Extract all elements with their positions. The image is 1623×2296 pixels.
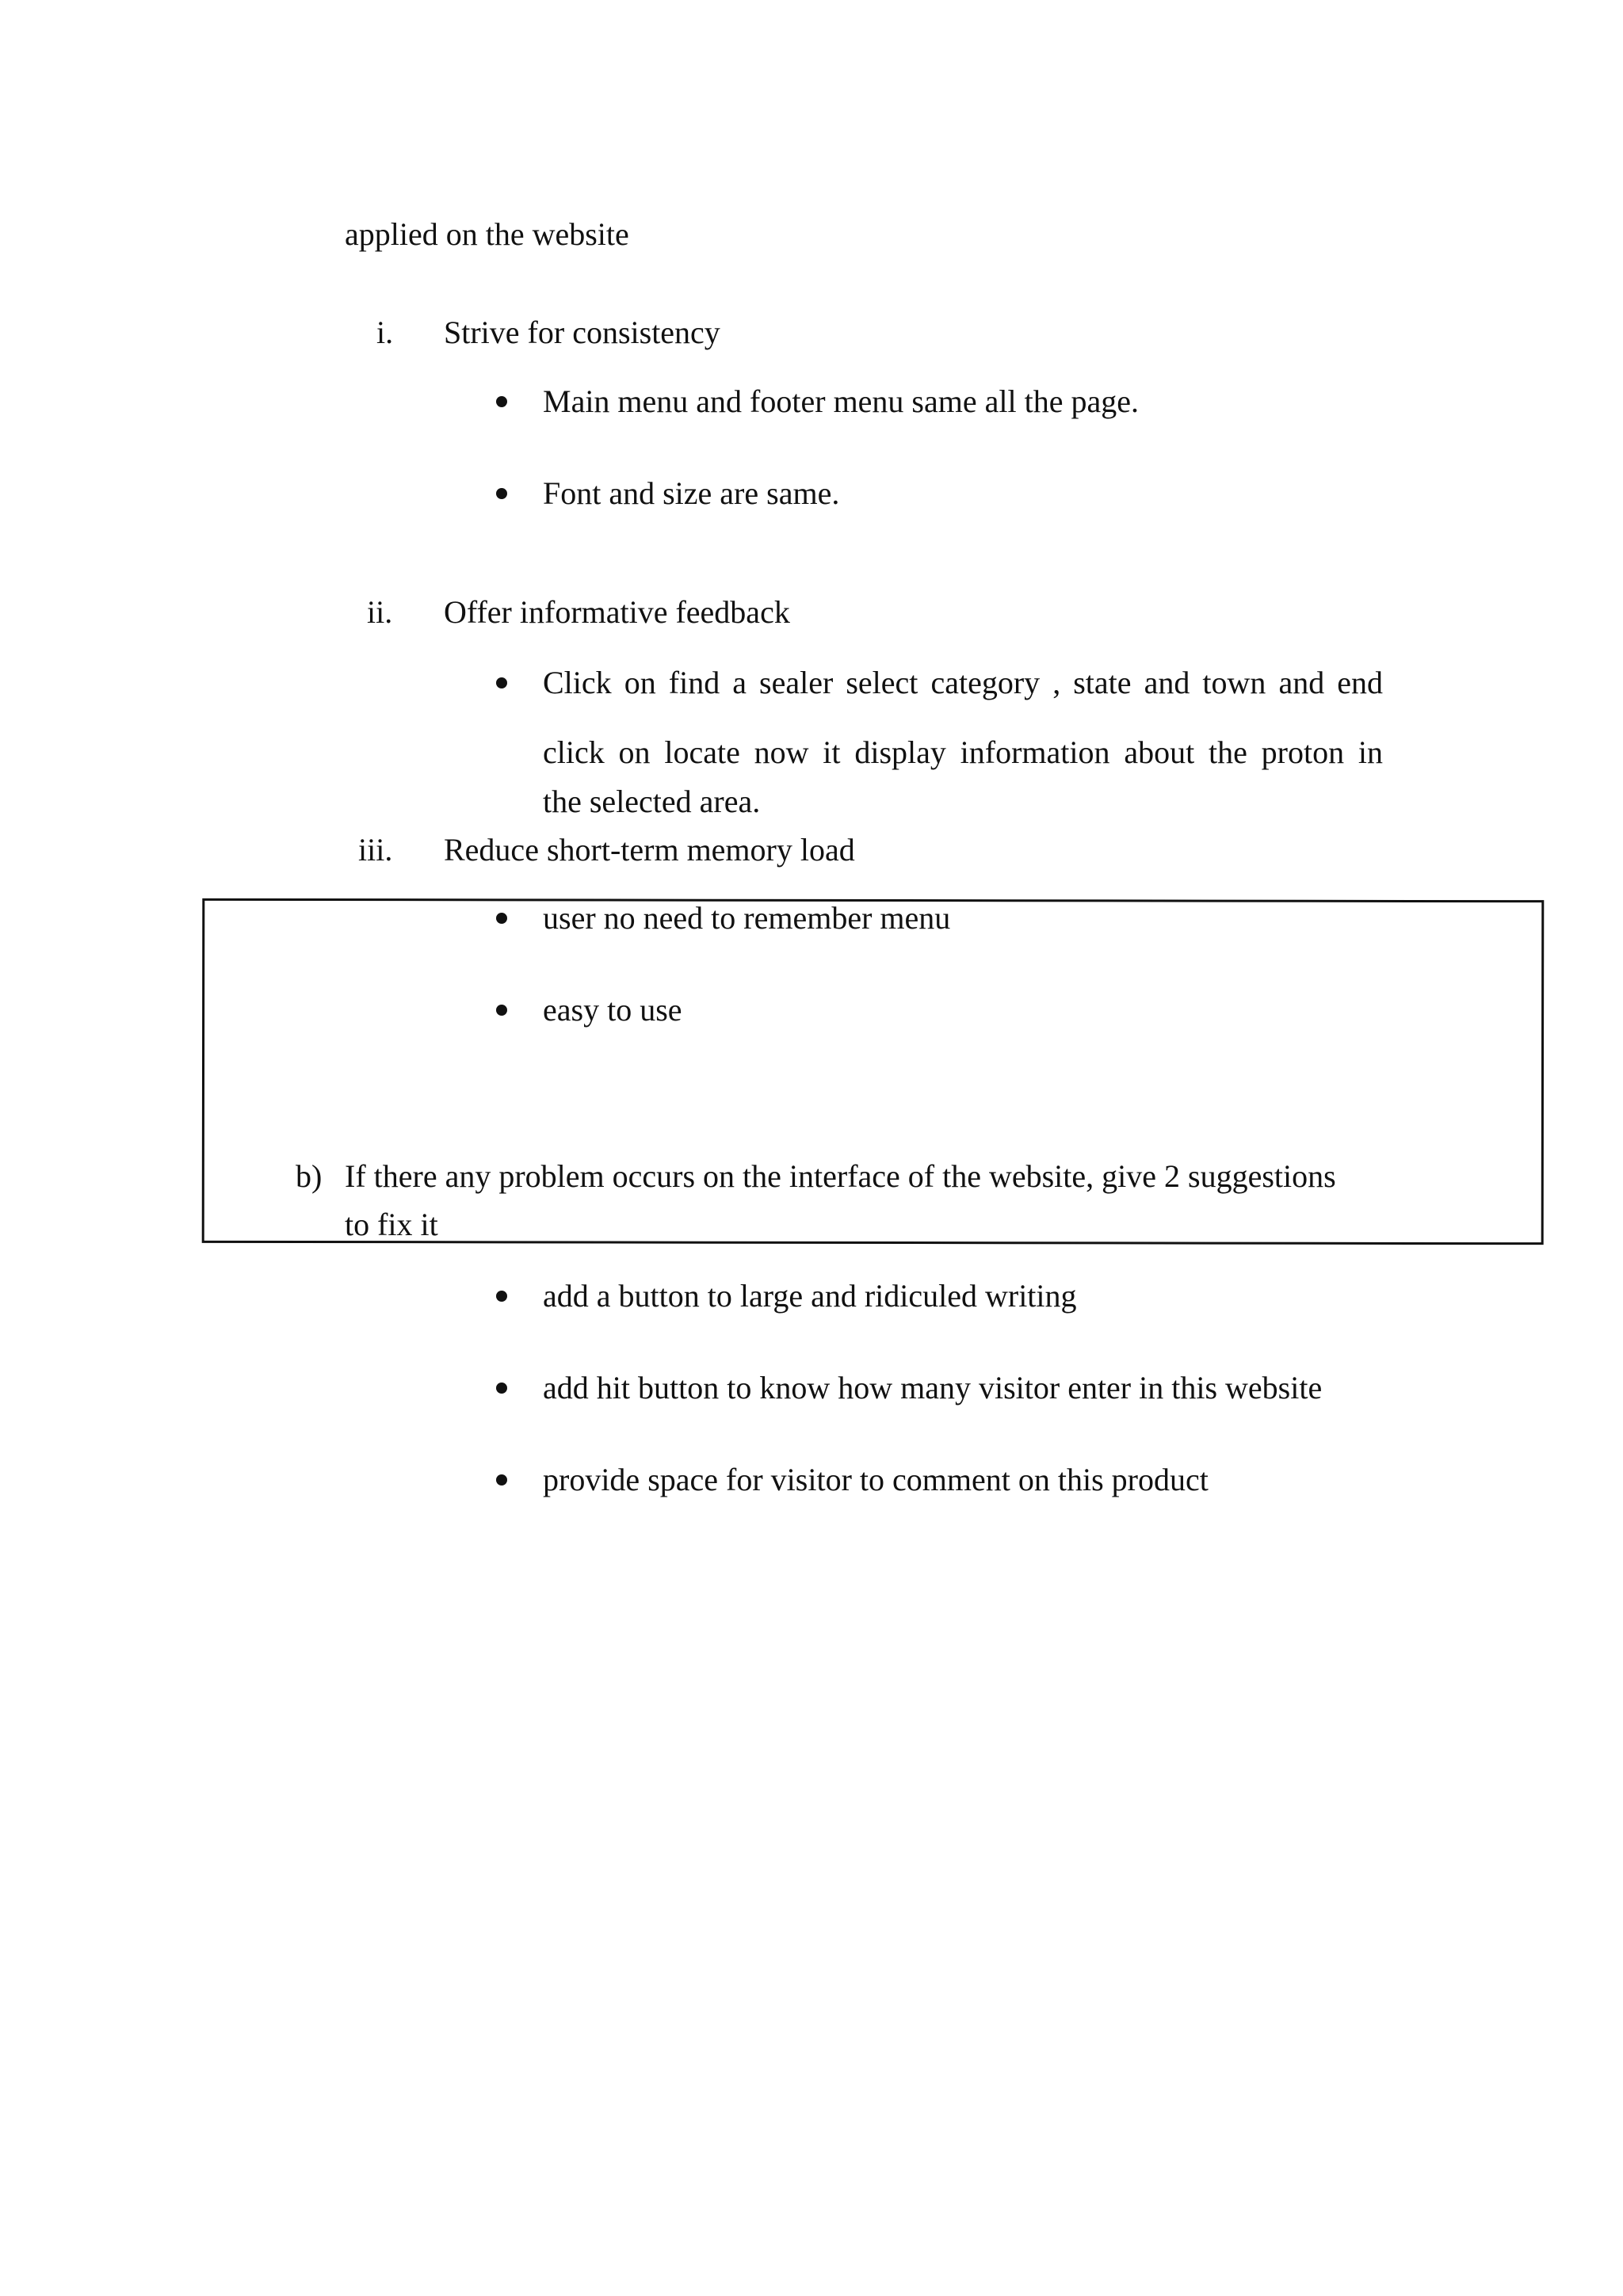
list-item: Font and size are same. (543, 475, 840, 511)
list-item: easy to use (543, 992, 682, 1028)
bullet-icon (496, 396, 507, 407)
list-item-line: the selected area. (543, 784, 761, 819)
section-numeral-iii: iii. (358, 832, 393, 868)
list-item: provide space for visitor to comment on this product (543, 1462, 1209, 1497)
list-item-line: Click on find a sealer select category , state and town and end (543, 665, 1383, 700)
section-heading-memory-load: Reduce short-term memory load (444, 832, 855, 868)
question-text-line: to fix it (345, 1207, 438, 1242)
bullet-icon (496, 488, 507, 499)
section-heading-consistency: Strive for consistency (444, 315, 720, 350)
intro-text: applied on the website (345, 216, 629, 252)
list-item: Main menu and footer menu same all the page. (543, 383, 1139, 419)
list-item: add hit button to know how many visitor enter in this website (543, 1370, 1323, 1405)
section-heading-feedback: Offer informative feedback (444, 594, 790, 630)
bullet-icon (496, 1291, 507, 1302)
section-numeral-i: i. (376, 315, 394, 350)
section-numeral-ii: ii. (367, 594, 393, 630)
bullet-icon (496, 1005, 507, 1016)
bullet-icon (496, 913, 507, 924)
list-item: add a button to large and ridiculed writing (543, 1278, 1077, 1314)
list-item-line: click on locate now it display information about the proton in (543, 734, 1383, 770)
list-item: user no need to remember menu (543, 900, 951, 936)
bullet-icon (496, 1474, 507, 1486)
question-text-line: If there any problem occurs on the interface of the website, give 2 suggestions (345, 1158, 1336, 1194)
question-label: b) (296, 1158, 323, 1194)
bullet-icon (496, 677, 507, 688)
bullet-icon (496, 1383, 507, 1394)
